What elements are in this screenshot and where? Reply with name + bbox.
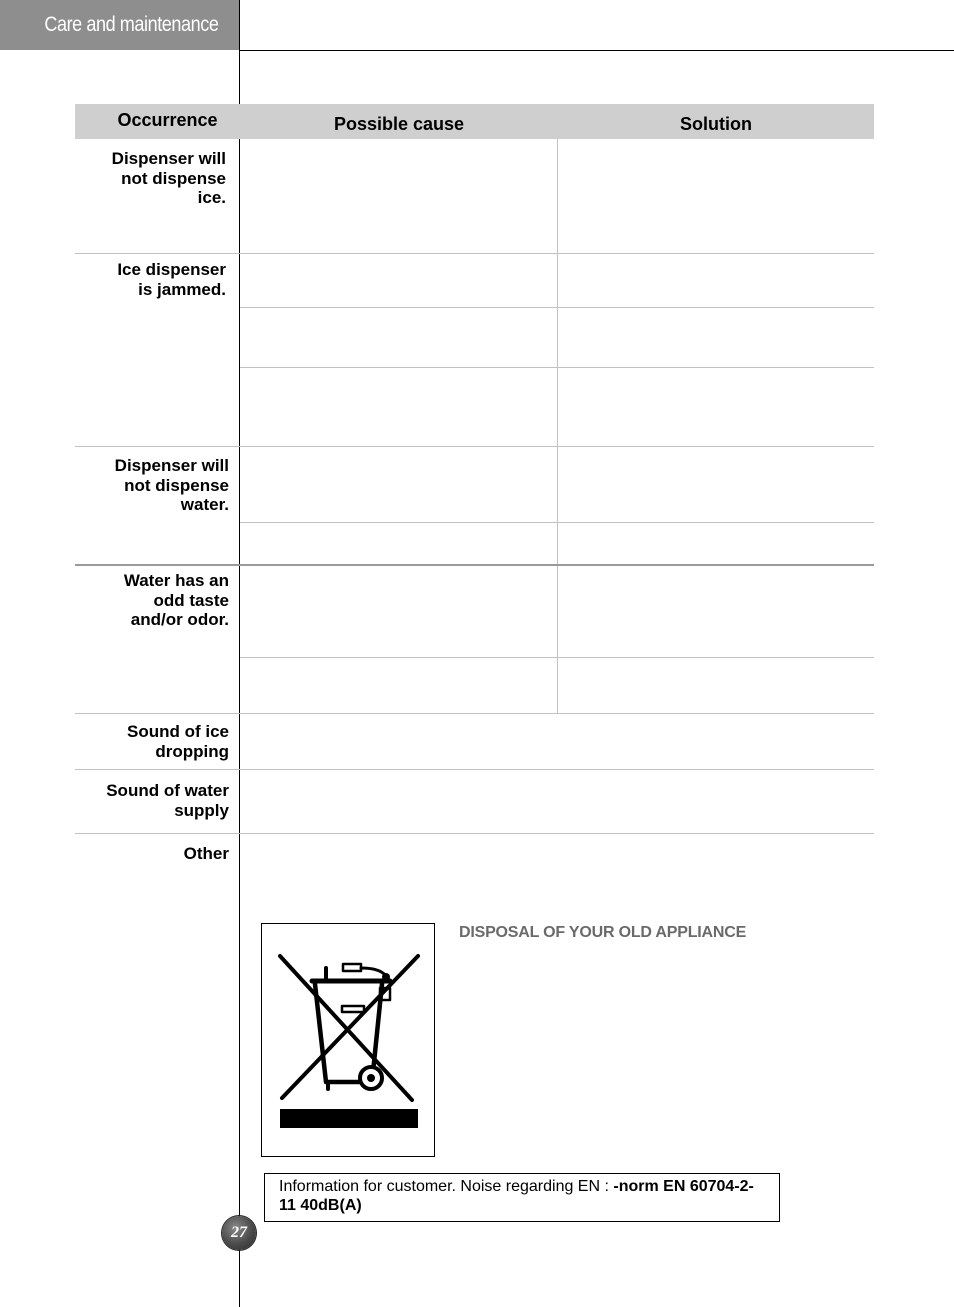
crossed-out-bin-icon <box>262 924 434 1156</box>
subrow-divider <box>240 307 874 308</box>
occurrence-ice-dropping-sound: Sound of ice dropping <box>127 722 229 761</box>
occurrence-ice-not-dispensed: Dispenser will not dispense ice. <box>111 149 226 207</box>
subrow-divider <box>240 522 874 523</box>
column-header-possible-cause: Possible cause <box>333 114 465 134</box>
occurrence-water-not-dispensed: Dispenser will not dispense water. <box>114 456 229 514</box>
noise-info-box <box>264 1173 780 1222</box>
occurrence-odd-taste: Water has an odd taste and/or odor. <box>123 571 229 629</box>
column-divider <box>557 139 558 713</box>
row-divider <box>75 713 874 714</box>
column-header-solution: Solution <box>680 114 752 134</box>
weee-symbol-box <box>261 923 435 1157</box>
occurrence-water-supply-sound: Sound of water supply <box>106 781 229 820</box>
noise-info-text: Information for customer. Noise regarding EN : <box>279 1178 614 1195</box>
page-number-badge <box>222 1216 256 1250</box>
row-divider <box>75 564 874 566</box>
row-divider <box>75 833 874 834</box>
section-tab <box>0 0 239 50</box>
page-number: 27 <box>231 1224 247 1241</box>
row-divider <box>75 253 874 254</box>
left-margin-rule <box>239 0 240 1307</box>
column-header-occurrence: Occurrence <box>117 110 218 130</box>
section-title: Care and maintenance <box>43 13 218 36</box>
row-divider <box>75 446 874 447</box>
occurrence-other: Other <box>183 844 229 863</box>
row-divider <box>75 769 874 770</box>
subrow-divider <box>240 367 874 368</box>
disposal-heading: DISPOSAL OF YOUR OLD APPLIANCE <box>459 924 747 941</box>
occurrence-ice-jammed: Ice dispenser is jammed. <box>117 260 226 299</box>
subrow-divider <box>240 657 874 658</box>
noise-info-norm: -norm EN 60704-2-11 40dB(A) <box>279 1178 754 1214</box>
header-rule <box>239 50 954 51</box>
